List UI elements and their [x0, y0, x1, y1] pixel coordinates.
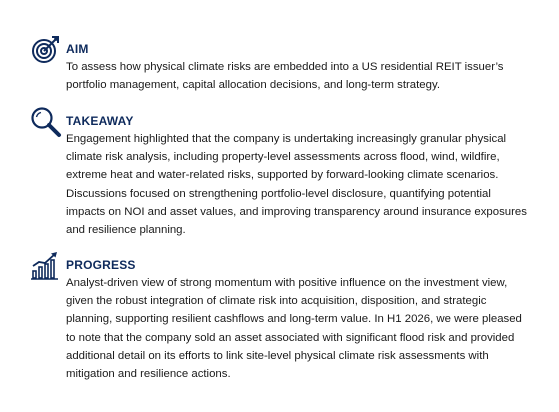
takeaway-heading: TAKEAWAY	[66, 114, 134, 128]
target-icon	[30, 34, 62, 66]
progress-text: Analyst-driven view of strong momentum with positive influence on the investment view, given the robust integration of climate risk into acquisition, disposition, and strategic planning, supporting resilient cashflows and long-term value. In H1 2026, we were pleased to note that the company sold an asset associated with significant flood risk and provided additional detail on its efforts to link site-level physical climate risk assessments with mitigation and resilience actions.	[66, 277, 522, 381]
aim-text: To assess how physical climate risks are embedded into a US residential REIT issuer’s portfolio management, capital allocation decisions, and long-term strategy.	[66, 61, 504, 92]
magnifier-icon	[30, 106, 62, 138]
aim-heading: AIM	[66, 42, 89, 56]
takeaway-text: Engagement highlighted that the company is undertaking increasingly granular physical climate risk analysis, including property-level assessments across flood, wind, wildfire, extreme heat and water-related risks, supported by forward-looking climate scenarios. Discussions focused on strengthening portfolio-level disclosure, quantifying potential impacts on NOI and asset values, and improving transparency around insurance exposures and resilience planning.	[66, 133, 527, 237]
progress-heading: PROGRESS	[66, 258, 136, 272]
growth-chart-icon	[30, 250, 62, 282]
